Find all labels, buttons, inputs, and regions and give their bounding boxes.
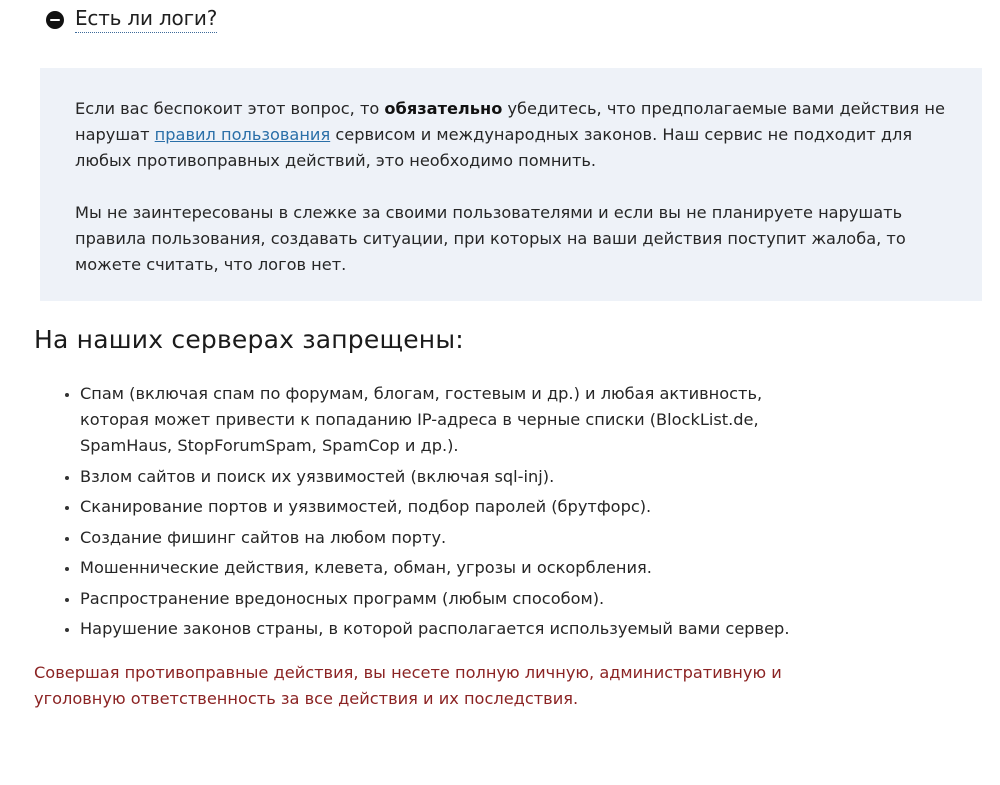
list-item: Нарушение законов страны, в которой располагается используемый вами сервер. xyxy=(62,616,822,642)
list-item: Сканирование портов и уязвимостей, подбор паролей (брутфорс). xyxy=(62,494,822,520)
terms-of-use-link[interactable]: правил пользования xyxy=(154,125,331,144)
list-item: Создание фишинг сайтов на любом порту. xyxy=(62,525,822,551)
answer-paragraph-1 xyxy=(75,96,946,174)
faq-answer-panel xyxy=(40,68,982,301)
forbidden-list xyxy=(62,381,822,647)
answer-text: сервисом и международных законов. Наш сервис не подходит для любых противоправных действий, это необходимо помнить. xyxy=(75,125,913,170)
liability-warning: Совершая противоправные действия, вы несете полную личную, административную и уголовную ответственность за все действия и их последствия. xyxy=(34,663,782,708)
answer-text: убедитесь, что предполагаемые вами действия не нарушат xyxy=(75,99,945,144)
forbidden-heading: На наших серверах запрещены: xyxy=(34,325,464,354)
list-item: Мошеннические действия, клевета, обман, угрозы и оскорбления. xyxy=(62,555,822,581)
minus-circle-icon[interactable] xyxy=(46,11,64,29)
faq-question[interactable]: Есть ли логи? xyxy=(75,6,217,33)
answer-paragraph-2: Мы не заинтересованы в слежке за своими пользователями и если вы не планируете нарушать правила пользования, создавать ситуации, при которых на ваши действия поступит жалоба, то можете считать, что логов нет. xyxy=(75,203,906,274)
list-item: Взлом сайтов и поиск их уязвимостей (включая sql-inj). xyxy=(62,464,822,490)
faq-toggle[interactable] xyxy=(46,6,217,33)
answer-bold-text: обязательно xyxy=(384,99,503,118)
list-item: Спам (включая спам по форумам, блогам, гостевым и др.) и любая активность, которая может привести к попаданию IP-адреса в черные списки (BlockList.de, SpamHaus, StopForumSpam, SpamCop и др.). xyxy=(62,381,822,459)
answer-text: Если вас беспокоит этот вопрос, то xyxy=(75,99,385,118)
list-item: Распространение вредоносных программ (любым способом). xyxy=(62,586,822,612)
